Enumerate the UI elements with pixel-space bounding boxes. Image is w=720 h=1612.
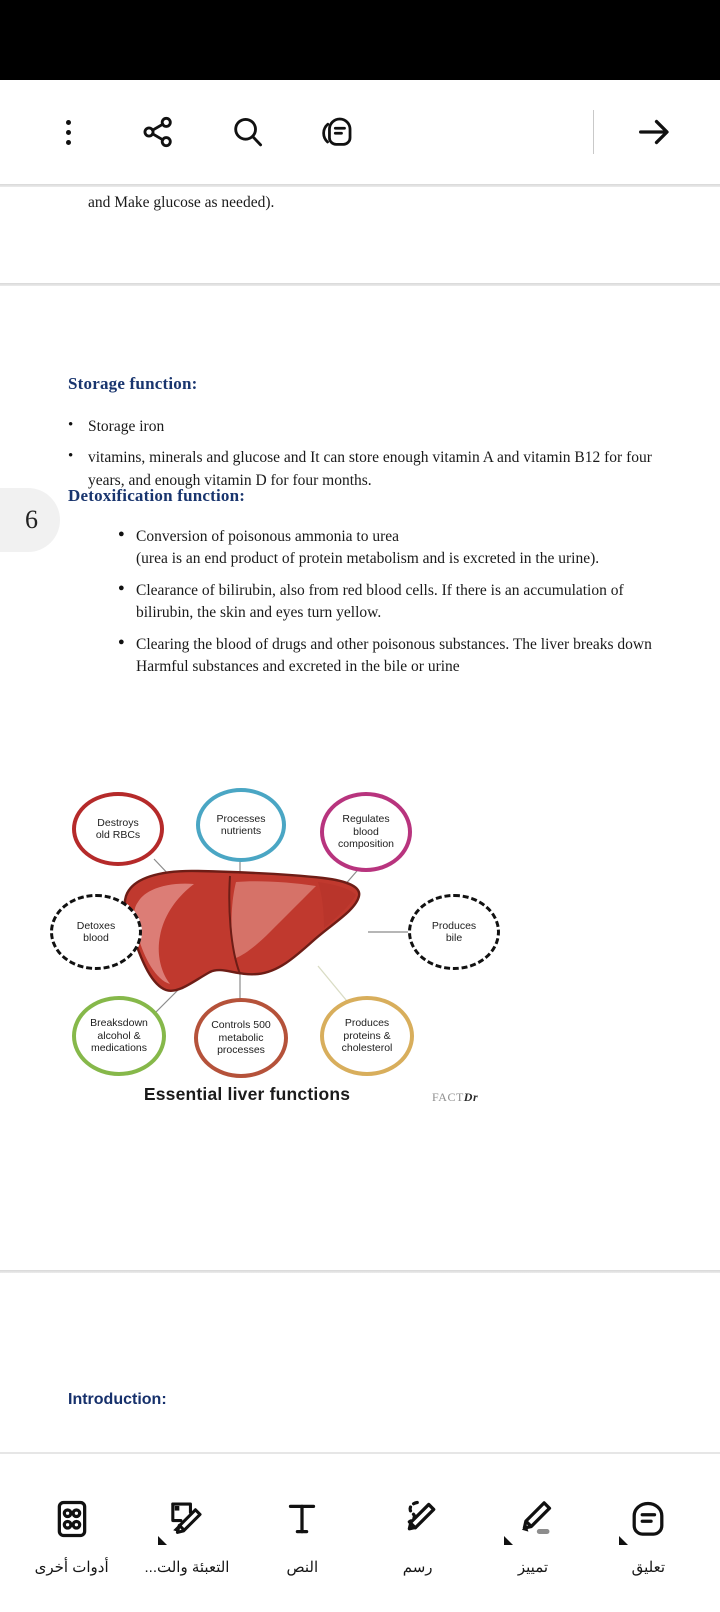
forward-arrow-icon[interactable]: [622, 100, 686, 164]
list-item: ● Clearing the blood of drugs and other poisonous substances. The liver breaks down Harmful substances and excreted in the bile or urine: [112, 634, 660, 679]
search-icon[interactable]: [216, 100, 280, 164]
continued-paragraph: and Make glucose as needed).: [88, 194, 275, 211]
tool-comment[interactable]: [594, 1490, 702, 1576]
node-regulates-blood-composition: [320, 792, 412, 872]
node-label: Detoxes blood: [76, 919, 116, 944]
page-separator-top: [0, 184, 720, 187]
share-icon[interactable]: [126, 100, 190, 164]
list-item-line1: Conversion of poisonous ammonia to urea: [136, 528, 400, 545]
node-produces-bile: [408, 894, 500, 970]
more-tools-icon: [49, 1490, 95, 1542]
comment-bubble-icon: [625, 1490, 671, 1542]
overflow-menu-icon[interactable]: [36, 100, 100, 164]
heading-storage-function: Storage function:: [68, 374, 198, 393]
node-produces-proteins-cholesterol: [320, 996, 414, 1076]
list-item-line2: (urea is an end product of protein metabolism and is excreted in the urine).: [136, 550, 600, 568]
fill-and-sign-icon: [164, 1490, 210, 1542]
detoxification-function-list: [112, 526, 660, 688]
liver-organ-illustration: [118, 862, 368, 1002]
tool-label: النص: [286, 1559, 319, 1576]
list-item: [112, 526, 660, 571]
toolbar-divider: [593, 110, 594, 154]
tool-corner-marker: [158, 1536, 167, 1545]
node-label: Produces bile: [431, 919, 477, 944]
tool-label: تعليق: [631, 1559, 665, 1576]
tool-highlight[interactable]: [479, 1490, 587, 1576]
text-tool-icon: [279, 1490, 325, 1542]
document-page-6: [0, 286, 720, 1372]
tool-corner-marker: [619, 1536, 628, 1545]
factdr-logo: [432, 1090, 478, 1105]
node-processes-nutrients: [196, 788, 286, 862]
node-breaksdown-alcohol-medications: [72, 996, 166, 1076]
comment-icon[interactable]: [306, 100, 370, 164]
node-label: Regulates blood composition: [337, 813, 395, 851]
status-bar: [0, 0, 720, 80]
tool-label: التعبئة والت...: [144, 1559, 230, 1576]
heading-detoxification-function: Detoxification function:: [68, 486, 246, 505]
node-label: Controls 500 metabolic processes: [211, 1019, 271, 1057]
pencil-draw-icon: [395, 1490, 441, 1542]
top-toolbar: [0, 80, 720, 184]
tool-more-tools[interactable]: [18, 1490, 126, 1576]
heading-introduction: Introduction:: [68, 1391, 167, 1408]
node-label: Breaksdown alcohol & medications: [90, 1017, 148, 1055]
node-label: Processes nutrients: [216, 812, 266, 837]
list-item: • vitamins, minerals and glucose and It can store enough vitamin A and vitamin B12 for four years, and enough vitamin D for four months.: [64, 447, 664, 492]
node-label: Destroys old RBCs: [95, 816, 141, 841]
logo-suffix: Dr: [463, 1090, 479, 1104]
liver-infographic: [38, 784, 518, 1124]
node-detoxes-blood: [50, 894, 142, 970]
tool-corner-marker: [504, 1536, 513, 1545]
logo-prefix: FACT: [432, 1090, 464, 1104]
tool-label: رسم: [402, 1559, 433, 1576]
list-item: • Storage iron: [64, 416, 664, 438]
tool-draw[interactable]: [364, 1490, 472, 1576]
figure-title: Essential liver functions: [143, 1084, 351, 1104]
node-destroys-old-rbcs: [72, 792, 164, 866]
tool-label: أدوات أخرى: [34, 1559, 109, 1576]
tool-text[interactable]: [248, 1490, 356, 1576]
bottom-toolbar: [0, 1452, 720, 1612]
tool-fill-and-sign[interactable]: [133, 1490, 241, 1576]
tool-label: تمييز: [517, 1559, 549, 1576]
document-viewer[interactable]: [0, 184, 720, 1452]
node-controls-metabolic-processes: [194, 998, 288, 1078]
list-item: ● Clearance of bilirubin, also from red blood cells. If there is an accumulation of bilirubin, the skin and eyes turn yellow.: [112, 580, 660, 625]
page-number-value: 6: [25, 505, 38, 534]
document-page-7: [0, 1273, 720, 1452]
node-label: Produces proteins & cholesterol: [341, 1017, 393, 1055]
highlighter-icon: [510, 1490, 556, 1542]
